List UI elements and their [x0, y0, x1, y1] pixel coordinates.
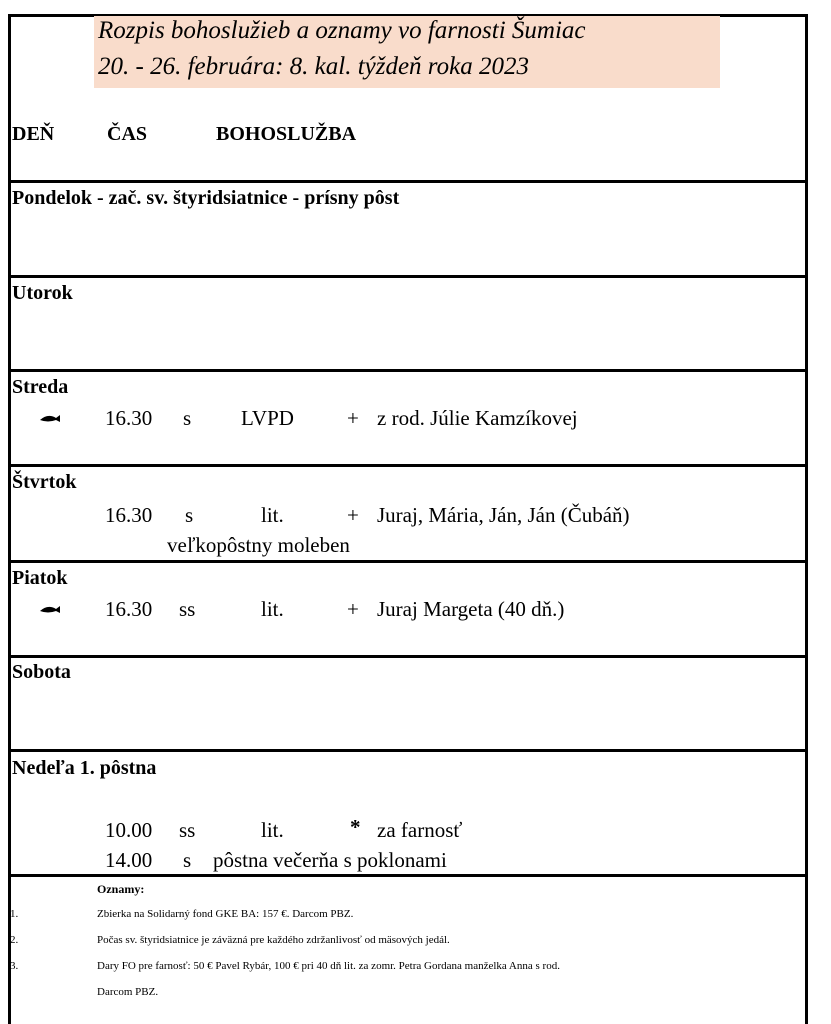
header-time: ČAS: [107, 123, 148, 145]
thu-extra: veľkopôstny moleben: [167, 533, 350, 557]
thu-lang: s: [185, 503, 194, 527]
header-day: DEŇ: [12, 123, 55, 145]
row-divider: [8, 275, 808, 278]
row-divider: [8, 874, 808, 877]
day-saturday: Sobota: [12, 661, 71, 683]
thu-time: 16.30: [105, 503, 153, 527]
sun-intention-1: za farnosť: [377, 818, 463, 842]
note-text: Dary FO pre farnosť: 50 € Pavel Rybár, 100 € pri 40 dň lit. za zomr. Petra Gordana manželka Anna s rod.: [97, 960, 560, 972]
sun-text-2: pôstna večerňa s poklonami: [213, 848, 447, 872]
fish-icon: [38, 412, 62, 424]
sun-time-1: 10.00: [105, 818, 153, 842]
day-thursday: Štvrtok: [12, 471, 77, 493]
sun-time-2: 14.00: [105, 848, 153, 872]
thu-intention: Juraj, Mária, Ján, Ján (Čubáň): [377, 503, 630, 527]
header-service: BOHOSLUŽBA: [216, 123, 357, 145]
thu-type: lit.: [261, 503, 284, 527]
wed-lang: s: [183, 406, 192, 430]
note-number: 2.: [10, 934, 19, 946]
wed-mark: +: [347, 406, 359, 430]
note-text: Zbierka na Solidarný fond GKE BA: 157 €. Darcom PBZ.: [97, 908, 354, 920]
title-line-1: Rozpis bohoslužieb a oznamy vo farnosti Šumiac: [98, 17, 586, 44]
row-divider: [8, 560, 808, 563]
day-monday: Pondelok - zač. sv. štyridsiatnice - prísny pôst: [12, 187, 400, 209]
fri-intention: Juraj Margeta (40 dň.): [377, 597, 565, 621]
note-number: 3.: [10, 960, 19, 972]
day-friday: Piatok: [12, 567, 68, 589]
wed-intention: z rod. Júlie Kamzíkovej: [377, 406, 578, 430]
row-divider: [8, 369, 808, 372]
fri-mark: +: [347, 597, 359, 621]
fish-icon: [38, 603, 62, 615]
title-line-2: 20. - 26. februára: 8. kal. týždeň roka 2023: [98, 53, 529, 80]
fri-type: lit.: [261, 597, 284, 621]
fri-time: 16.30: [105, 597, 153, 621]
day-sunday: Nedeľa 1. pôstna: [12, 757, 157, 779]
thu-mark: +: [347, 503, 359, 527]
wed-type: LVPD: [241, 406, 294, 430]
day-wednesday: Streda: [12, 376, 69, 398]
row-divider: [8, 749, 808, 752]
fri-lang: ss: [179, 597, 196, 621]
note-text: Počas sv. štyridsiatnice je záväzná pre každého zdržanlivosť od mäsových jedál.: [97, 934, 450, 946]
sun-mark-1: *: [350, 815, 361, 839]
note-number: 1.: [10, 908, 19, 920]
note-continuation: Darcom PBZ.: [97, 986, 159, 998]
sun-type-1: lit.: [261, 818, 284, 842]
sun-lang-2: s: [183, 848, 192, 872]
row-divider: [8, 655, 808, 658]
row-divider: [8, 180, 808, 183]
notes-title: Oznamy:: [97, 882, 145, 896]
day-tuesday: Utorok: [12, 282, 73, 304]
row-divider: [8, 464, 808, 467]
sun-lang-1: ss: [179, 818, 196, 842]
wed-time: 16.30: [105, 406, 153, 430]
